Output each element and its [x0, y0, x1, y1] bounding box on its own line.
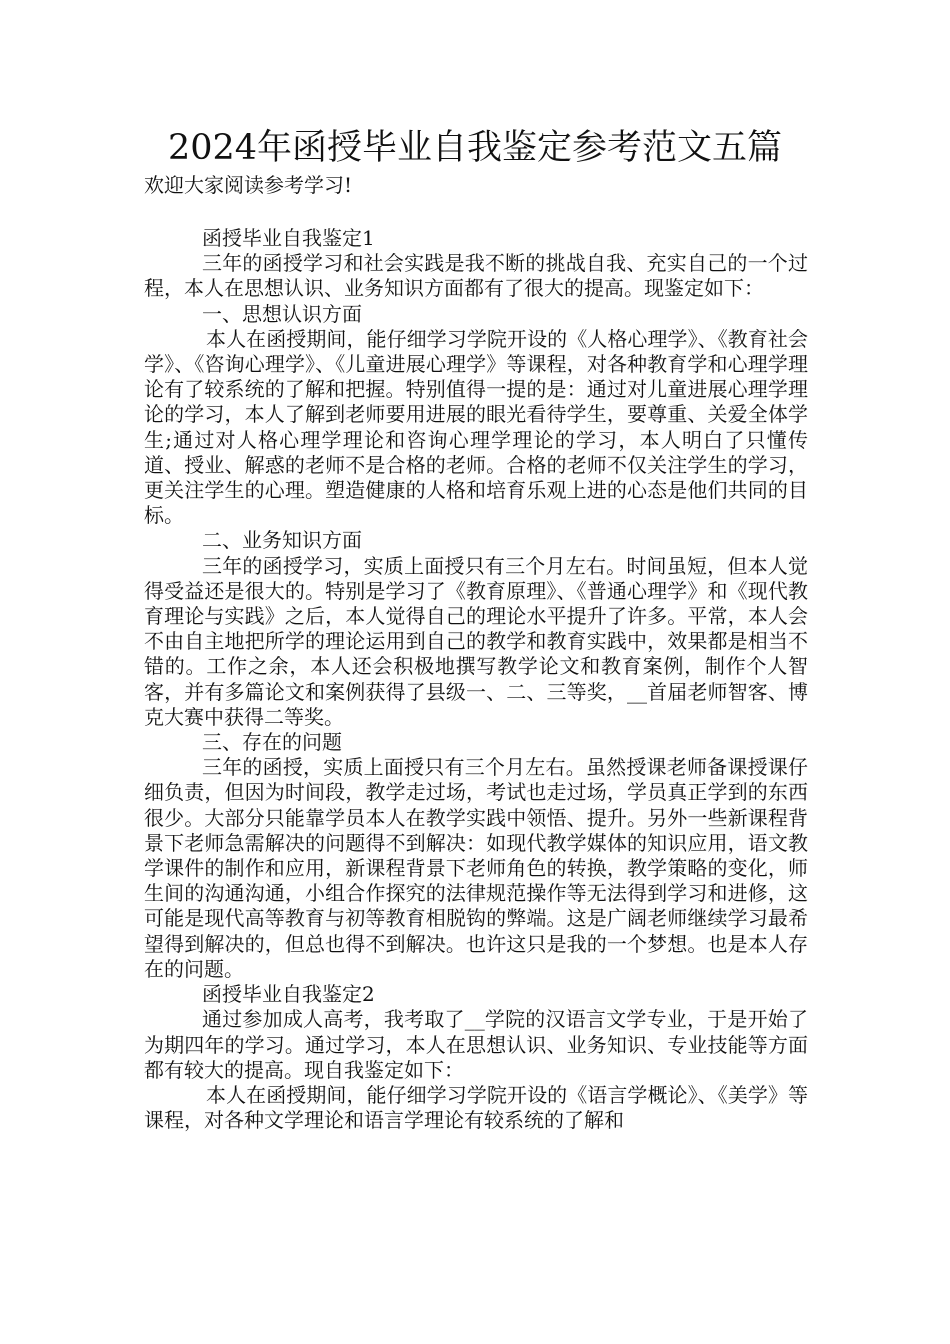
paragraph: 三年的函授学习和社会实践是我不断的挑战自我、充实自己的一个过程，本人在思想认识、业务知识方面都有了很大的提高。现鉴定如下： — [144, 251, 808, 301]
paragraph: 三年的函授，实质上面授只有三个月左右。虽然授课老师备课授课仔细负责，但因为时间段，教学走过场，考试也走过场，学员真正学到的东西很少。大部分只能靠学员本人在教学实践中领悟、提升。另外一些新课程背景下老师急需解决的问题得不到解决：如现代教学媒体的知识应用，语文教学课件的制作和应用，新课程背景下老师角色的转换，教学策略的变化，师生间的沟通沟通，小组合作探究的法律规范操作等无法得到学习和进修，这可能是现代高等教育与初等教育相脱钩的弊端。这是广阔老师继续学习最希望得到解决的，但总也得不到解决。也许这只是我的一个梦想。也是本人存在的问题。 — [144, 755, 808, 981]
paragraph: 本人在函授期间，能仔细学习学院开设的《人格心理学》、《教育社会学》、《咨询心理学》、《儿童进展心理学》等课程，对各种教育学和心理学理论有了较系统的了解和把握。特别值得一提的是：通过对儿童进展心理学理论的学习，本人了解到老师要用进展的眼光看待学生，要尊重、关爱全体学生;通过对人格心理学理论和咨询心理学理论的学习，本人明白了只懂传道、授业、解惑的老师不是合格的老师。合格的老师不仅关注学生的学习，更关注学生的心理。塑造健康的人格和培育乐观上进的心态是他们共同的目标。 — [144, 326, 808, 528]
document-body — [144, 226, 808, 1133]
paragraph: 本人在函授期间，能仔细学习学院开设的《语言学概论》、《美学》等课程，对各种文学理论和语言学理论有较系统的了解和 — [144, 1082, 808, 1133]
sub-heading: 三、存在的问题 — [202, 730, 342, 755]
paragraph: 通过参加成人高考，我考取了__学院的汉语言文学专业，于是开始了为期四年的学习。通过学习，本人在思想认识、业务知识、专业技能等方面都有较大的提高。现自我鉴定如下： — [144, 1007, 808, 1082]
welcome-line: 欢迎大家阅读参考学习! — [144, 173, 353, 197]
section-heading-1: 函授毕业自我鉴定1 — [202, 226, 375, 250]
sub-heading: 二、业务知识方面 — [202, 528, 362, 553]
paragraph: 三年的函授学习，实质上面授只有三个月左右。时间虽短，但本人觉得受益还是很大的。特别是学习了《教育原理》、《普通心理学》和《现代教育理论与实践》之后，本人觉得自己的理论水平提升了许多。平常，本人会不由自主地把所学的理论运用到自己的教学和教育实践中，效果都是相当不错的。工作之余，本人还会积极地撰写教学论文和教育案例，制作个人智客，并有多篇论文和案例获得了县级一、二、三等奖，__首届老师智客、博克大赛中获得二等奖。 — [144, 553, 808, 729]
sub-heading: 一、思想认识方面 — [202, 301, 362, 326]
document-title: 2024年函授毕业自我鉴定参考范文五篇 — [167, 128, 783, 168]
section-heading-2: 函授毕业自我鉴定2 — [202, 982, 375, 1007]
